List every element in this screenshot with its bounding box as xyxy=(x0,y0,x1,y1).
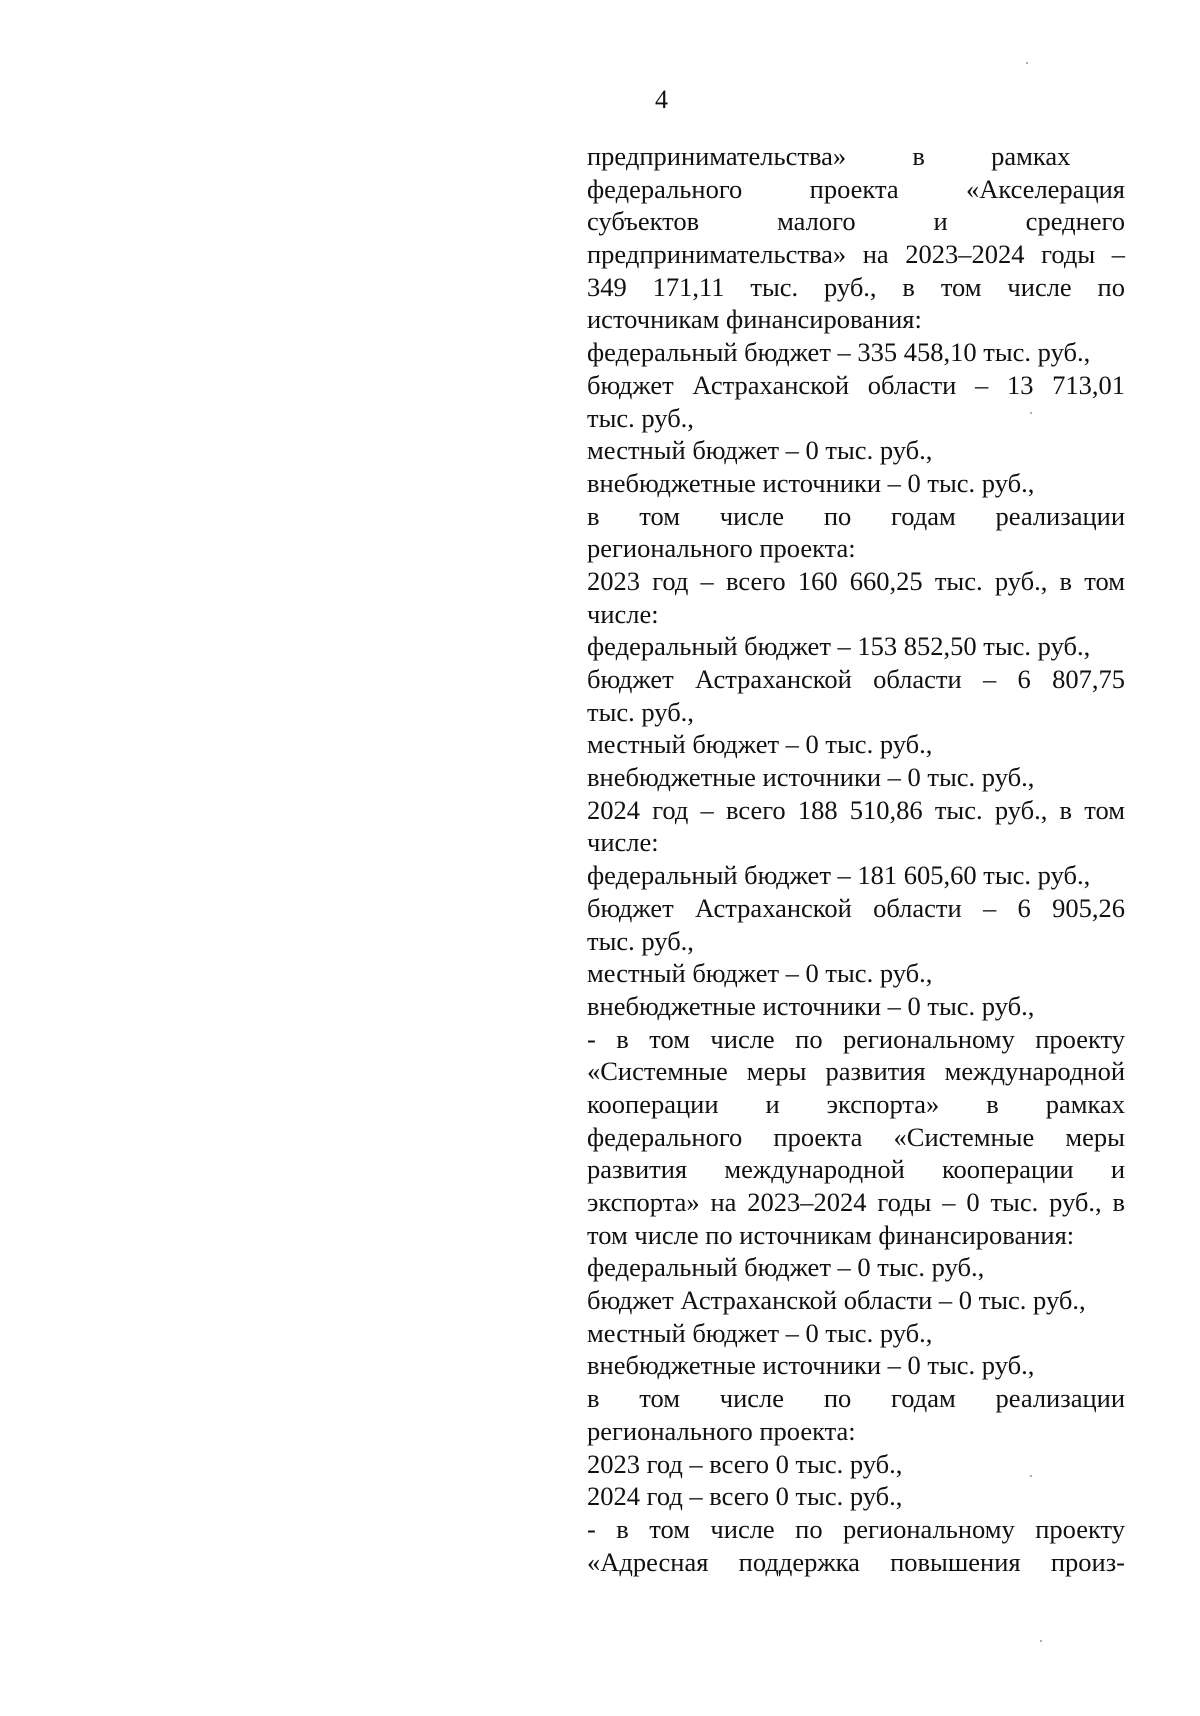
text-line: «Адресная поддержка повышения произ- xyxy=(587,1546,1125,1577)
text-line: регионального проекта: xyxy=(587,1415,856,1446)
text-line: бюджет Астраханской области – 13 713,01 xyxy=(587,369,1125,400)
text-line: предпринимательства» на 2023–2024 годы – xyxy=(587,239,1125,270)
text-line: субъектов малого и среднего xyxy=(587,206,1125,237)
text-line: местный бюджет – 0 тыс. руб., xyxy=(587,435,933,466)
text-line: федерального проекта «Системные меры xyxy=(587,1121,1125,1152)
text-line: развития международной кооперации и xyxy=(587,1154,1125,1185)
text-line: том числе по источникам финансирования: xyxy=(587,1219,1075,1250)
text-line: бюджет Астраханской области – 6 807,75 xyxy=(587,664,1125,694)
text-line: - в том числе по региональному проекту xyxy=(587,1513,1125,1544)
text-line: в том числе по годам реализации xyxy=(587,500,1125,531)
text-line: местный бюджет – 0 тыс. руб., xyxy=(587,958,933,989)
text-line: «Системные меры развития международной xyxy=(587,1056,1125,1087)
text-line: тыс. руб., xyxy=(587,402,694,433)
text-column xyxy=(587,140,1125,1578)
text-line: тыс. руб., xyxy=(587,925,694,956)
text-line: в том числе по годам реализации xyxy=(587,1383,1125,1414)
page-number: 4 xyxy=(655,85,668,114)
text-line: источникам финансирования: xyxy=(587,304,922,335)
text-line: числе: xyxy=(587,827,659,858)
text-line: федеральный бюджет – 335 458,10 тыс. руб., xyxy=(587,337,1091,368)
scan-speck xyxy=(1030,1475,1032,1477)
text-line: федеральный бюджет – 0 тыс. руб., xyxy=(587,1252,985,1283)
text-line: тыс. руб., xyxy=(587,696,694,727)
text-line: местный бюджет – 0 тыс. руб., xyxy=(587,1317,933,1348)
text-line: федеральный бюджет – 181 605,60 тыс. руб., xyxy=(587,860,1091,891)
text-line: федерального проекта «Акселерация xyxy=(587,173,1125,204)
text-line: федеральный бюджет – 153 852,50 тыс. руб., xyxy=(587,631,1091,662)
text-line: предпринимательства» в рамках xyxy=(587,141,1071,171)
text-line: - в том числе по региональному проекту xyxy=(587,1023,1125,1054)
text-line: внебюджетные источники – 0 тыс. руб., xyxy=(587,762,1035,793)
text-line: бюджет Астраханской области – 6 905,26 xyxy=(587,892,1125,923)
text-line: 2023 год – всего 0 тыс. руб., xyxy=(587,1448,903,1479)
text-line: 2024 год – всего 188 510,86 тыс. руб., в том xyxy=(587,794,1125,825)
text-line: экспорта» на 2023–2024 годы – 0 тыс. руб., в xyxy=(587,1187,1125,1217)
text-line: кооперации и экспорта» в рамках xyxy=(587,1088,1125,1119)
text-line: числе: xyxy=(587,598,659,629)
text-line: регионального проекта: xyxy=(587,533,856,564)
text-line: местный бюджет – 0 тыс. руб., xyxy=(587,729,933,760)
scan-speck xyxy=(1026,62,1028,64)
text-line: внебюджетные источники – 0 тыс. руб., xyxy=(587,1350,1035,1381)
text-line: внебюджетные источники – 0 тыс. руб., xyxy=(587,467,1035,498)
text-line: внебюджетные источники – 0 тыс. руб., xyxy=(587,990,1035,1021)
text-line: 2023 год – всего 160 660,25 тыс. руб., в том xyxy=(587,565,1125,596)
scan-speck xyxy=(1030,412,1032,414)
text-line: бюджет Астраханской области – 0 тыс. руб., xyxy=(587,1285,1086,1316)
text-line: 349 171,11 тыс. руб., в том числе по xyxy=(587,271,1125,302)
scan-speck xyxy=(1040,1640,1042,1642)
text-line: 2024 год – всего 0 тыс. руб., xyxy=(587,1481,903,1512)
